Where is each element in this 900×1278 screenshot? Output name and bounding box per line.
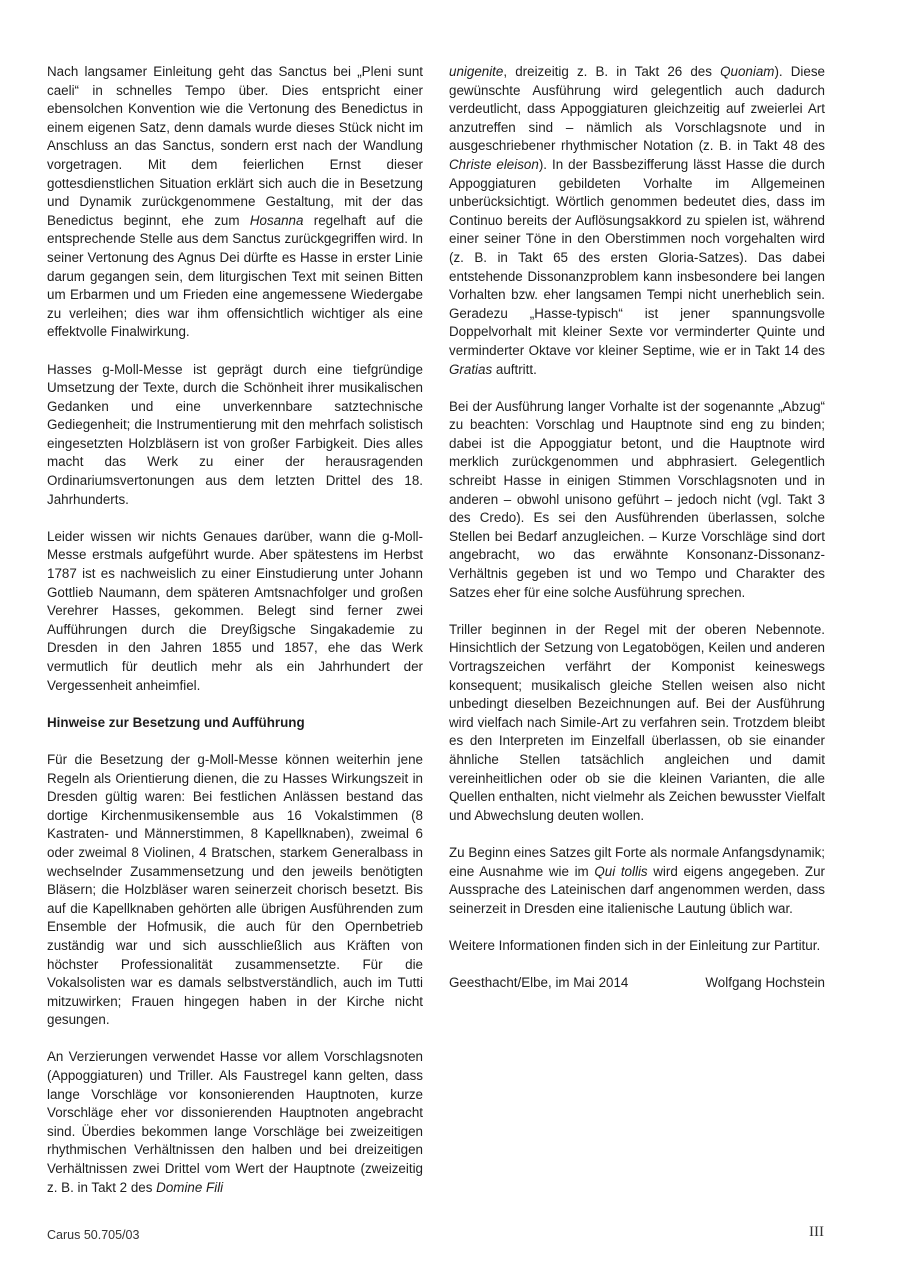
paragraph: Leider wissen wir nichts Genaues darüber, wann die g-Moll-Messe erstmals aufgeführt wurde. Aber spätestens im Herbst 1787 ist es nachweislich zu einer Einstudierung unter Johann Gottlieb Naumann, dem späteren Amtsnachfolger und großen Verehrer Hasses, gekommen. Belegt sind ferner zwei Aufführungen durch die Dreyßigsche Singakademie zu Dresden in den Jahren 1855 und 1857, ehe das Werk vermutlich für deutlich mehr als ein Jahrhundert der Vergessenheit anheimfiel. bbox=[47, 528, 423, 693]
paragraph: An Verzierungen verwendet Hasse vor allem Vorschlagsnoten (Appoggiaturen) und Triller. Als Faustregel kann gelten, dass lange Vorschläge vor konsonierenden Hauptnoten, kurze Vorschläge eher vor dissonierenden Hauptnoten angebracht sind. Überdies bekommen lange Vorschläge bei zweizeitigen rhythmischen Verhältnissen den halben und bei dreizeitigen Verhältnissen zwei Drittel vom Wert der Hauptnote (zweizeitig z. B. in Takt 2 des Domine Fili bbox=[47, 1049, 423, 1195]
place-date: Geesthacht/Elbe, im Mai 2014 bbox=[449, 975, 629, 991]
paragraph: Nach langsamer Einleitung geht das Sanctus bei „Pleni sunt caeli“ in schnelles Tempo über. Dies entspricht einer ebensolchen Konvention wie die Vertonung des Benedictus in einem eigenen Satz, denn damals wurde dieses Stück nicht im Anschluss an das Sanctus, sondern erst nach der Wandlung vorgetragen. Mit dem feierlichen Ernst dieser gottesdienstlichen Situation erklärt sich auch die in Besetzung und Dynamik zurückgenommene Gestaltung, mit der das Benedictus beginnt, ehe zum Hosanna regelhaft auf die entsprechende Stelle aus dem Sanctus zurückgegriffen wird. In seiner Vertonung des Agnus Dei dürfte es Hasse in erster Linie darum gegangen sein, dem liturgischen Text mit seinen Bitten um Erbarmen und um Frieden eine angemessene Wiedergabe zu verleihen; dies war ihm offensichtlich wichtiger als eine effektvolle Finalwirkung. bbox=[47, 64, 423, 340]
left-column bbox=[47, 63, 423, 1197]
catalog-number: Carus 50.705/03 bbox=[47, 1228, 140, 1242]
author-name: Wolfgang Hochstein bbox=[705, 975, 825, 991]
paragraph: Hasses g-Moll-Messe ist geprägt durch eine tiefgründige Umsetzung der Texte, durch die Schönheit ihrer musikalischen Gedanken und eine unverkennbare satztechnische Gediegenheit; die Instrumentierung mit den mehrfach solistisch eingesetzten Holzbläsern ist von großer Farbigkeit. Dies alles macht das Werk zu einer der herausragenden Ordinariumsvertonungen aus dem letzten Drittel des 18. Jahrhunderts. bbox=[47, 361, 423, 507]
paragraph: Weitere Informationen finden sich in der Einleitung zur Partitur. bbox=[449, 937, 821, 953]
paragraph: Für die Besetzung der g-Moll-Messe können weiterhin jene Regeln als Orientierung dienen, die zu Hasses Wirkungszeit in Dresden gültig waren: Bei festlichen Anlässen bestand das dortige Kirchenmusikensemble aus 16 Vokalstimmen (8 Kastraten- und Männerstimmen, 8 Kapellknaben), zweimal 6 oder zweimal 8 Violinen, 4 Bratschen, starkem Generalbass in wechselnder Zusammensetzung und den jeweils benötigten Bläsern; die Holzbläser waren seinerzeit chorisch besetzt. Bis auf die Kapellknaben gehörten alle übrigen Ausführenden zum Ensemble der Hofmusik, die auch für den Opernbetrieb zuständig war und sich ausschließlich aus Kräften von höchster Professionalität zusammensetzte. Für die Vokalsolisten war es damals selbstverständlich, auch im Tutti mitzuwirken; Frauen hingegen haben in der Kirche nicht gesungen. bbox=[47, 751, 423, 1028]
signature-line bbox=[449, 974, 825, 993]
right-column bbox=[449, 63, 825, 1011]
section-heading: Hinweise zur Besetzung und Aufführung bbox=[47, 714, 305, 730]
paragraph: Zu Beginn eines Satzes gilt Forte als normale Anfangsdynamik; eine Ausnahme wie im Qui tollis wird eigens angegeben. Zur Aussprache des Lateinischen darf angenommen werden, dass seinerzeit in Dresden eine italienische Lautung üblich war. bbox=[449, 844, 825, 916]
paragraph: Triller beginnen in der Regel mit der oberen Nebennote. Hinsichtlich der Setzung von Legatobögen, Keilen und anderen Vortragszeichen verfährt der Komponist keineswegs konsequent; musikalisch gleiche Stellen weisen also nicht unbedingt dieselben Bezeichnungen auf. Bei der Ausführung wird vielfach nach Simile-Art zu verfahren sein. Trotzdem bleibt es den Interpreten im Einzelfall überlassen, ob sie einander ähnliche Stellen tatsächlich angleichen und damit vereinheitlichen oder ob sie die kleinen Varianten, die alle Quellen enthalten, nicht vielmehr als Zeichen bewusster Vielfalt und Abwechslung deuten wollen. bbox=[449, 621, 825, 823]
paragraph: unigenite, dreizeitig z. B. in Takt 26 des Quoniam). Diese gewünschte Ausführung wird gelegentlich auch dadurch verdeutlicht, dass Appoggiaturen gleichzeitig auf zweierlei Art anzutreffen sind – nämlich als Vorschlagsnote und in ausgeschriebener rhythmischer Notation (z. B. in Takt 48 des Christe eleison). In der Bassbezifferung lässt Hasse die durch Appoggiaturen gebildeten Vorhalte im Allgemeinen unberücksichtigt. Wörtlich genommen bedeutet dies, dass im Continuo bereits der Auflösungsakkord zu spielen ist, während einer seiner Töne in den Oberstimmen noch vorgehalten wird (z. B. in Takt 65 des ersten Gloria-Satzes). Das dabei entstehende Dissonanzproblem kann insbesondere bei langen Vorhalten bzw. eher langsamen Tempi nicht unerheblich sein. Geradezu „Hasse-typisch“ ist jener spannungsvolle Doppelvorhalt mit kleiner Sexte vor verminderter Quinte und verminderter Oktave vor kleiner Septime, wie er in Takt 14 des Gratias auftritt. bbox=[449, 64, 825, 377]
page-number: III bbox=[809, 1224, 824, 1240]
paragraph: Bei der Ausführung langer Vorhalte ist der sogenannte „Abzug“ zu beachten: Vorschlag und Hauptnote sind eng zu binden; dabei ist die Appoggiatur betont, und die Hauptnote wird merklich zurückgenommen und abphrasiert. Gelegentlich schreibt Hasse in einigen Stimmen Vorschlagsnoten und in anderen – obwohl unisono geführt – jedoch nicht (vgl. Takt 3 des Credo). Es sei den Ausführenden überlassen, solche Stellen bei Bedarf anzugleichen. – Kurze Vorschläge sind dort angebracht, wo das erwähnte Konsonanz-Dissonanz-Verhältnis gegeben ist und wo Tempo und Charakter des Satzes eher für eine solche Ausführung sprechen. bbox=[449, 398, 825, 600]
